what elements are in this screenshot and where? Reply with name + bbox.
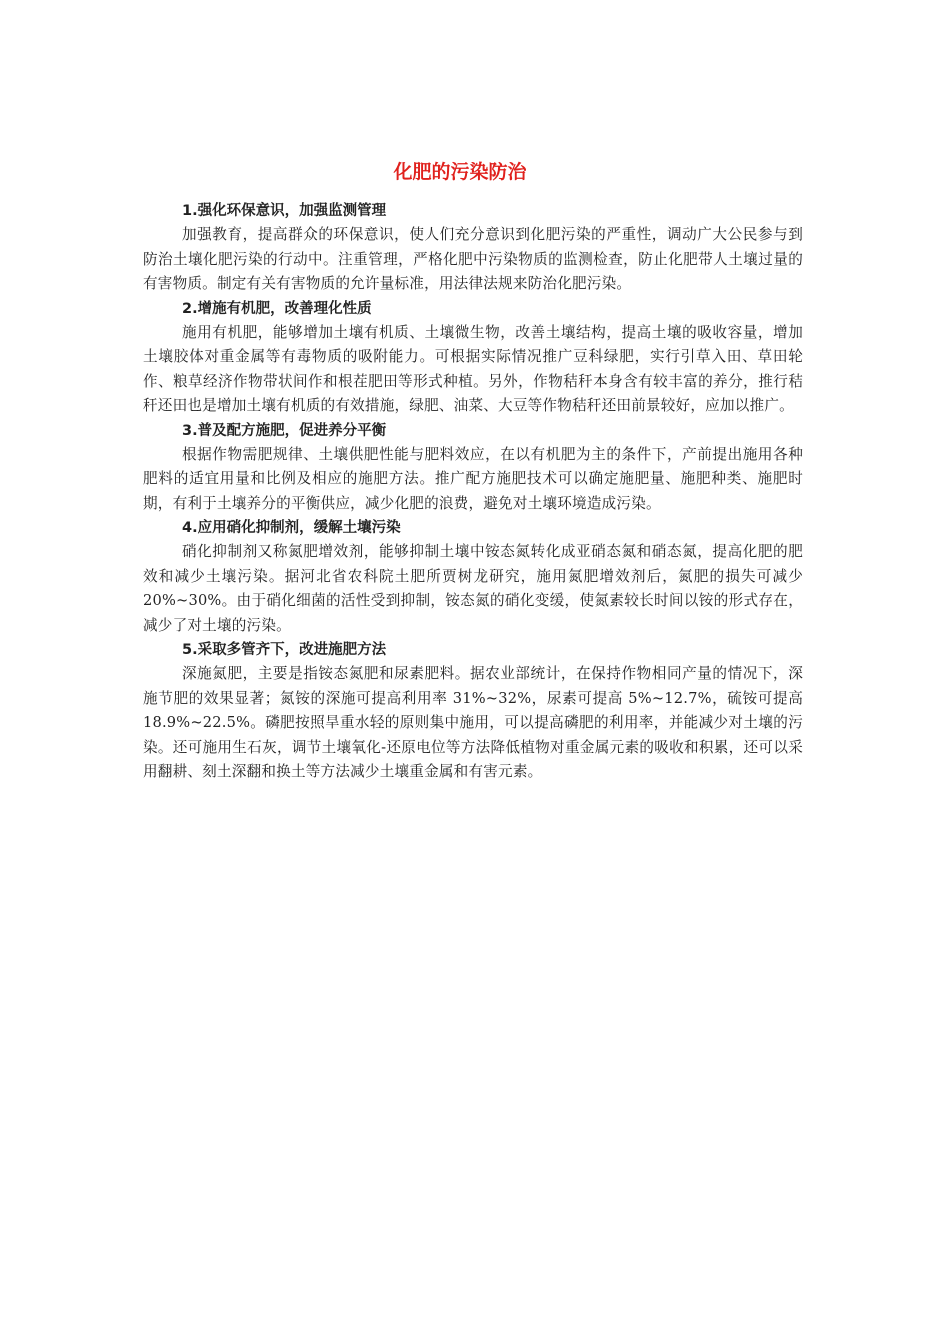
section-paragraph: 根据作物需肥规律、土壤供肥性能与肥料效应，在以有机肥为主的条件下，产前提出施用各种肥料的适宜用量和比例及相应的施肥方法。推广配方施肥技术可以确定施肥量、施肥种类、施肥时期，有利于土壤养分的平衡供应，减少化肥的浪费，避免对土壤环境造成污染。 — [143, 445, 803, 512]
section-5 — [143, 638, 803, 785]
section-3 — [143, 419, 803, 517]
section-heading: 2.增施有机肥，改善理化性质 — [182, 300, 372, 317]
section-heading: 4.应用硝化抑制剂，缓解土壤污染 — [182, 520, 401, 536]
document-body — [143, 199, 803, 785]
section-heading: 5.采取多管齐下，改进施肥方法 — [182, 642, 387, 658]
section-paragraph: 深施氮肥，主要是指铵态氮肥和尿素肥料。据农业部统计，在保持作物相同产量的情况下，深施节肥的效果显著；氮铵的深施可提高利用率 31%~32%，尿素可提高 5%~12.7%，硫铵可提高 18.9%~22.5%。磷肥按照旱重水轻的原则集中施用，可以提高磷肥的利用率，并能减少对土壤的污染。还可施用生石灰，调节土壤氧化-还原电位等方法降低植物对重金属元素的吸收和积累，还可以采用翻耕、刻土深翻和换土等方法减少土壤重金属和有害元素。 — [143, 665, 803, 780]
section-paragraph: 硝化抑制剂又称氮肥增效剂，能够抑制土壤中铵态氮转化成亚硝态氮和硝态氮，提高化肥的肥效和减少土壤污染。据河北省农科院土肥所贾树龙研究，施用氮肥增效剂后，氮肥的损失可减少 20%~30%。由于硝化细菌的活性受到抑制，铵态氮的硝化变缓，使氮素较长时间以铵的形式存在，减少了对土壤的污染。 — [143, 543, 803, 634]
section-2 — [143, 297, 803, 419]
section-paragraph: 施用有机肥，能够增加土壤有机质、土壤微生物，改善土壤结构，提高土壤的吸收容量，增加土壤胶体对重金属等有毒物质的吸附能力。可根据实际情况推广豆科绿肥，实行引草入田、草田轮作、粮草经济作物带状间作和根茬肥田等形式种植。另外，作物秸秆本身含有较丰富的养分，推行秸秆还田也是增加土壤有机质的有效措施，绿肥、油菜、大豆等作物秸秆还田前景较好，应加以推广。 — [143, 323, 803, 414]
section-paragraph: 加强教育，提高群众的环保意识，使人们充分意识到化肥污染的严重性，调动广大公民参与到防治土壤化肥污染的行动中。注重管理，严格化肥中污染物质的监测检查，防止化肥带人土壤过量的有害物质。制定有关有害物质的允许量标准，用法律法规来防治化肥污染。 — [143, 226, 803, 292]
section-1 — [143, 199, 803, 297]
section-4 — [143, 516, 803, 638]
section-heading: 3.普及配方施肥，促进养分平衡 — [182, 422, 387, 439]
document-title: 化肥的污染防治 — [393, 161, 527, 183]
section-heading: 1.强化环保意识，加强监测管理 — [182, 203, 387, 219]
